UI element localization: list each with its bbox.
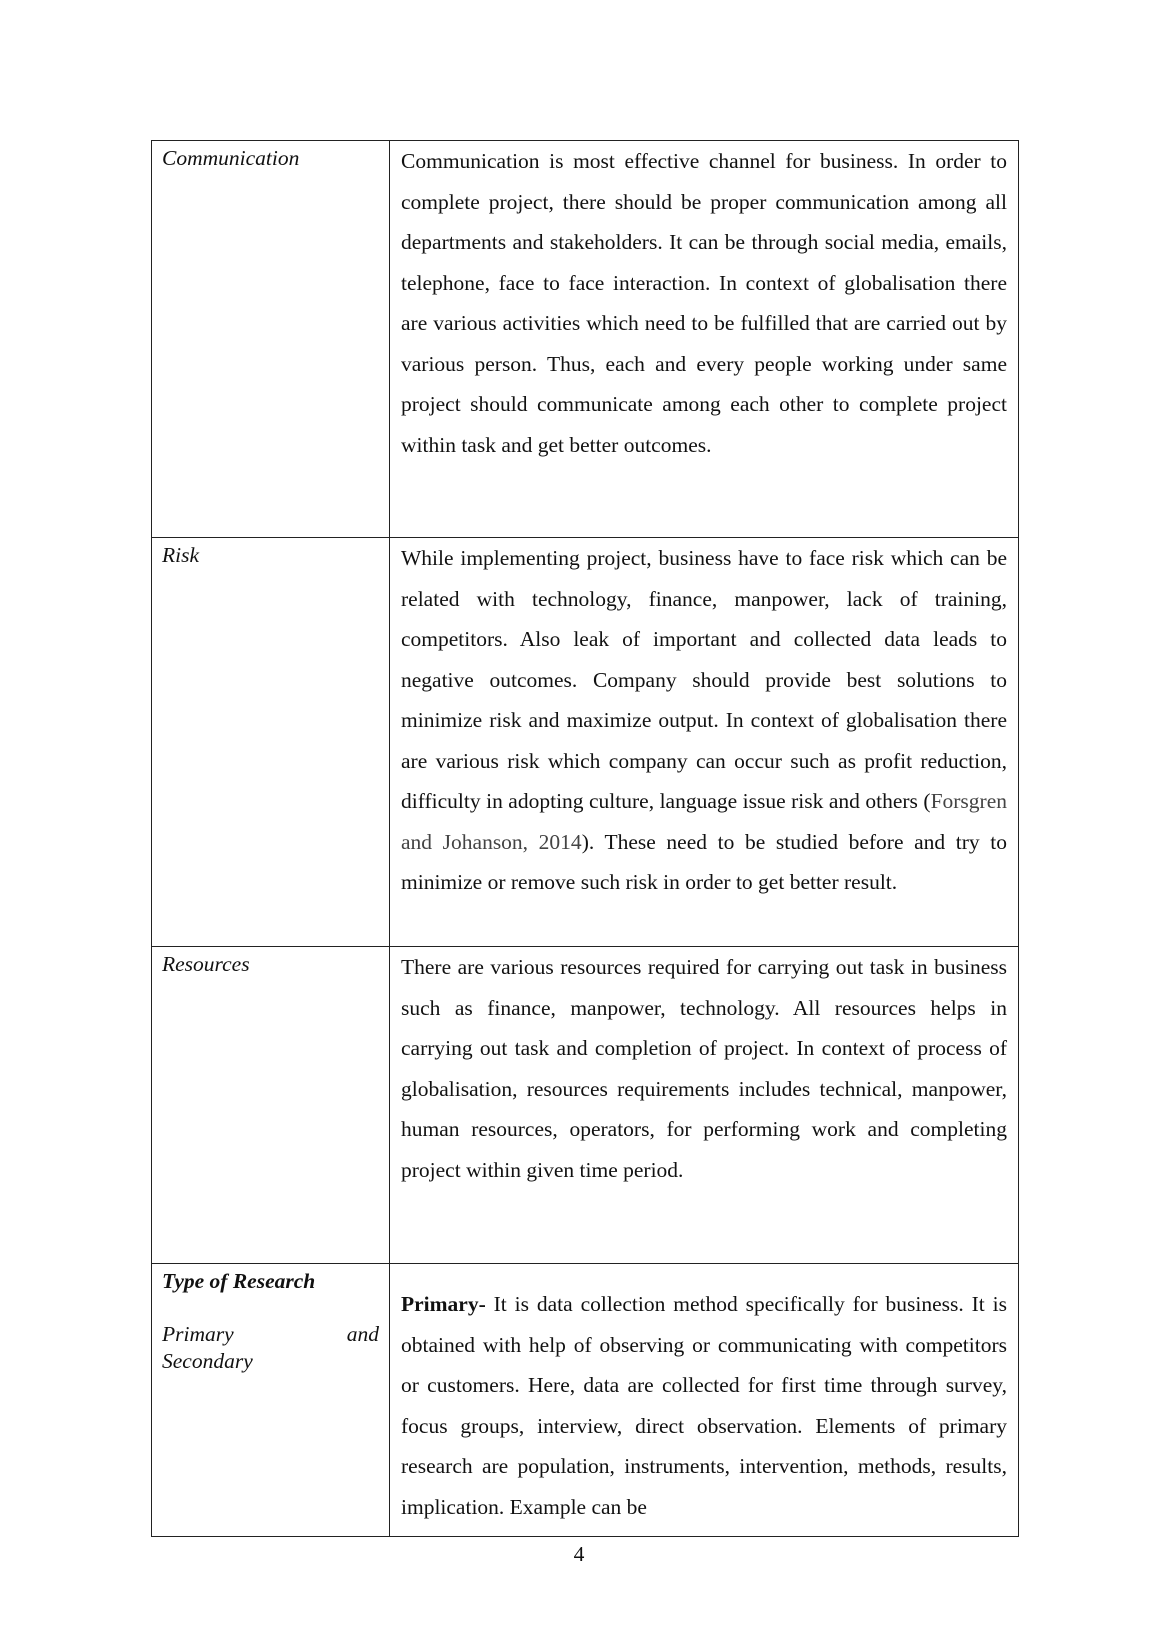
table-row xyxy=(152,141,1019,538)
primary-heading: Primary- xyxy=(401,1292,486,1316)
row-content-cell xyxy=(390,538,1019,947)
document-table xyxy=(151,140,1019,1537)
row-content-cell xyxy=(390,141,1019,538)
row-sublabel-line: Primary and xyxy=(162,1322,379,1346)
row-content-cell xyxy=(390,1264,1019,1537)
row-content-paragraph xyxy=(401,538,1007,903)
row-content-text: There are various resources required for carrying out task in business such as finance, manpower, technology. All resources helps in carrying out task and completion of project. In context of process of globalisation, resources requirements includes technical, manpower, human resources, operators, for performing work and completing project within given time period. xyxy=(401,955,1007,1182)
table-row xyxy=(152,538,1019,947)
row-content-paragraph xyxy=(401,1284,1007,1527)
citation-link[interactable]: Forsgren and Johanson, 2014 xyxy=(401,789,1007,854)
row-label: Communication xyxy=(162,146,300,170)
row-label-cell xyxy=(152,1264,390,1537)
page-number: 4 xyxy=(573,1542,585,1566)
table-row xyxy=(152,1264,1019,1537)
row-label-cell xyxy=(152,141,390,538)
row-content-text: It is data collection method specifically for business. It is obtained with help of observing or communicating with competitors or customers. Here, data are collected for first time through survey, focus groups, interview, direct observation. Elements of primary research are population, instruments, intervention, methods, results, implication. Example can be xyxy=(401,1292,1007,1519)
row-label: Resources xyxy=(162,952,250,976)
row-label: Type of Research xyxy=(162,1269,316,1293)
row-content-text: ). These need to be studied before and try to minimize or remove such risk in order to get better result. xyxy=(401,829,1007,894)
row-content-text: While implementing project, business have to face risk which can be related with technology, finance, manpower, lack of training, competitors. Also leak of important and collected data leads to negative outcomes. Company should provide best solutions to minimize risk and maximize output. In context of globalisation there are various risk which company can occur such as profit reduction, difficulty in adopting culture, language issue risk and others ( xyxy=(401,546,1007,813)
row-label: Risk xyxy=(162,543,200,567)
row-content-text: Communication is most effective channel for business. In order to complete project, there should be proper communication among all departments and stakeholders. It can be through social media, emails, telephone, face to face interaction. In context of globalisation there are various activities which need to be fulfilled that are carried out by various person. Thus, each and every people working under same project should communicate among each other to complete project within task and get better outcomes. xyxy=(401,149,1007,457)
row-label-cell xyxy=(152,538,390,947)
row-content-cell xyxy=(390,947,1019,1264)
table-row xyxy=(152,947,1019,1264)
row-sublabel-line: Secondary xyxy=(162,1349,253,1373)
row-label-cell xyxy=(152,947,390,1264)
